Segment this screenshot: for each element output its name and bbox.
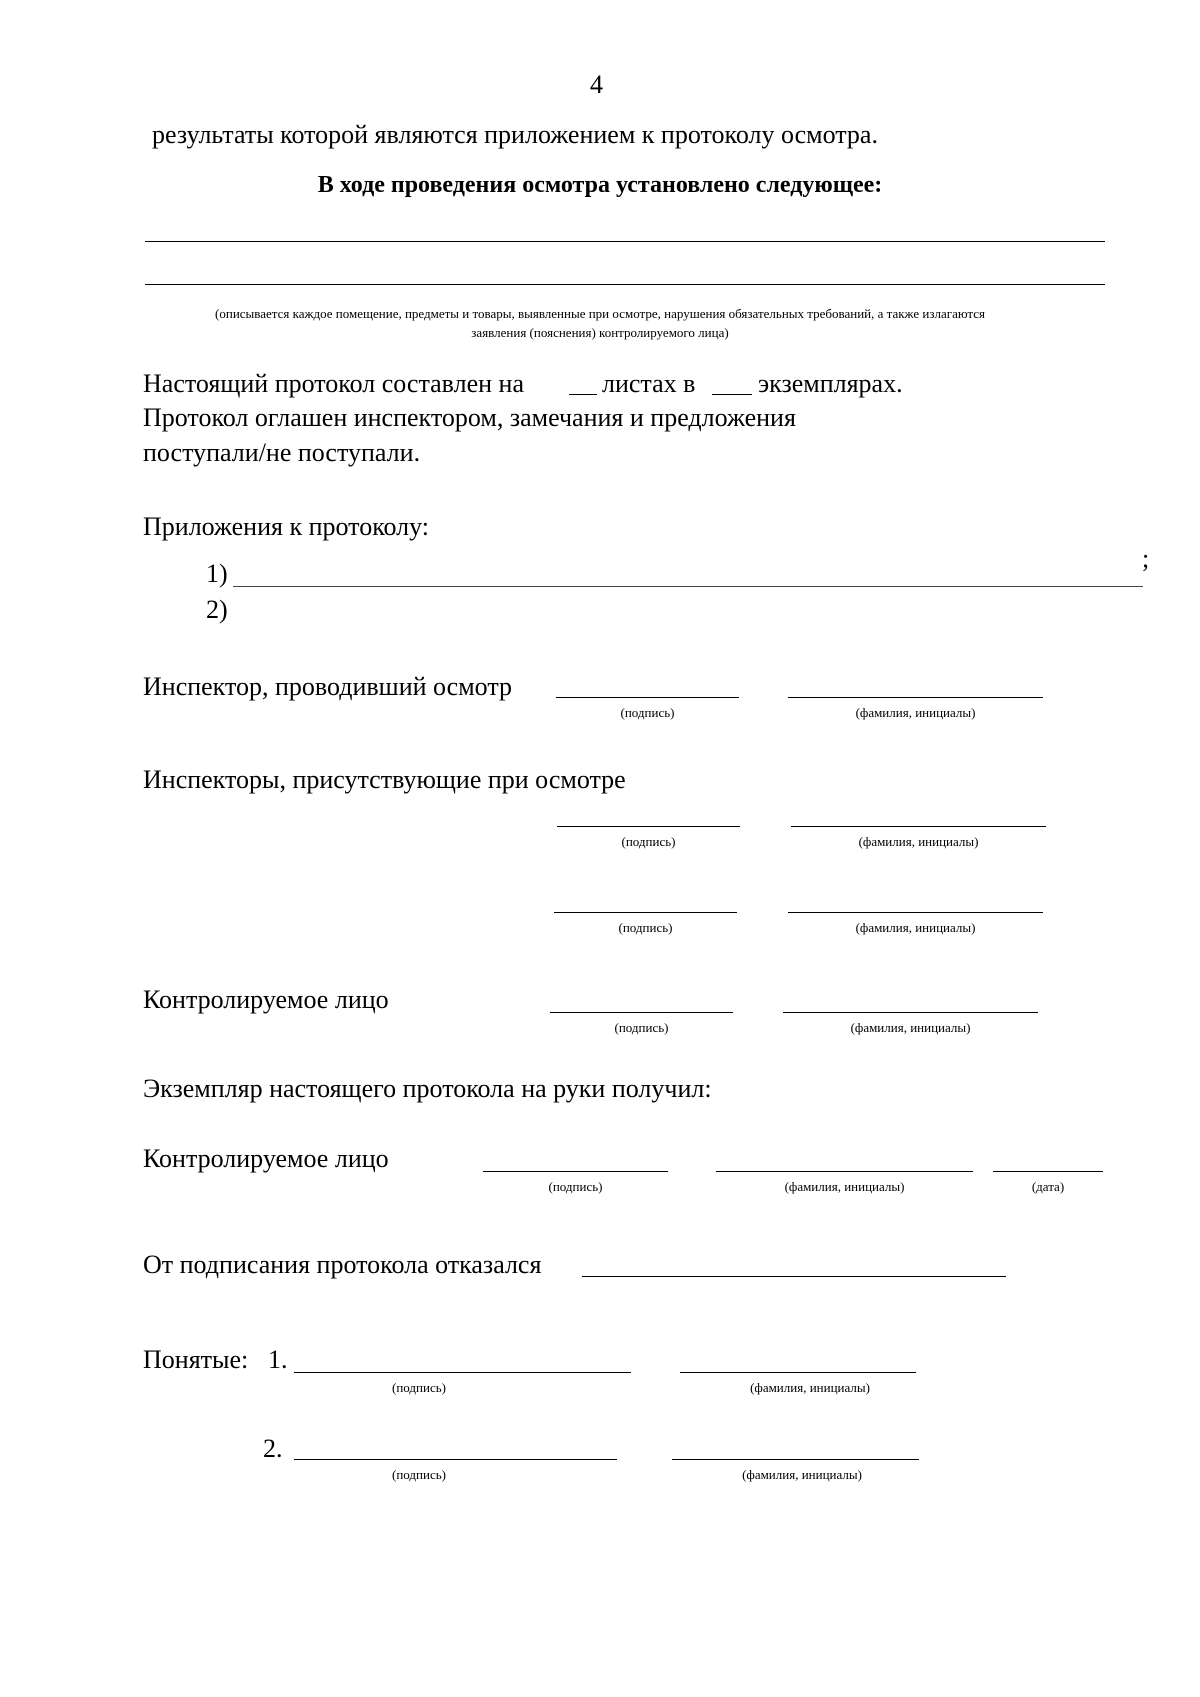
name-caption: (фамилия, инициалы) [855,705,976,720]
copy-received-label: Экземпляр настоящего протокола на руки получил: [143,1074,712,1103]
protocol-sheets-text: Настоящий протокол составлен на [143,369,524,398]
signature-caption: (подпись) [620,705,675,720]
inspector-present-2-name-line[interactable] [788,912,1043,913]
attachments-heading: Приложения к протоколу: [143,512,430,541]
findings-line-1[interactable] [145,241,1105,242]
receiver-name-line[interactable] [716,1171,973,1172]
protocol-copies-text: листах в [602,369,696,398]
sheets-count-blank[interactable] [569,394,597,395]
findings-note: (описывается каждое помещение, предметы и товары, выявленные при осмотре, нарушения обязательных требований, а также излагаются [215,306,985,321]
attachment-semicolon: ; [1142,544,1150,573]
controlled-person-name-line[interactable] [783,1012,1038,1013]
inspector-present-1-name-line[interactable] [791,826,1046,827]
page-number: 4 [590,70,603,99]
findings-note-cont: заявления (пояснения) контролируемого лица) [471,325,729,340]
witness-2-name-line[interactable] [672,1459,919,1460]
name-caption: (фамилия, инициалы) [858,834,979,849]
attachment-item-1-number: 1) [206,559,228,588]
protocol-remarks-text: поступали/не поступали. [143,438,421,467]
refused-label: От подписания протокола отказался [143,1250,542,1279]
controlled-person-label: Контролируемое лицо [143,985,389,1014]
inspector-present-1-signature-line[interactable] [557,826,740,827]
witnesses-label: Понятые: [143,1345,249,1374]
copies-count-blank[interactable] [712,394,752,395]
attachment-item-1-line[interactable] [233,586,1143,587]
name-caption: (фамилия, инициалы) [850,1020,971,1035]
receiver-signature-line[interactable] [483,1171,668,1172]
protocol-copies-end: экземплярах. [758,369,903,398]
name-caption: (фамилия, инициалы) [784,1179,905,1194]
signature-caption: (подпись) [392,1467,446,1482]
inspector-present-2-signature-line[interactable] [554,912,737,913]
date-caption: (дата) [1031,1179,1065,1194]
signature-caption: (подпись) [621,834,676,849]
name-caption: (фамилия, инициалы) [855,920,976,935]
findings-line-2[interactable] [145,284,1105,285]
inspector-conducting-label: Инспектор, проводивший осмотр [143,672,513,701]
findings-heading: В ходе проведения осмотра установлено следующее: [317,172,883,198]
attachment-item-2-number: 2) [206,595,228,624]
refused-line[interactable] [582,1276,1006,1277]
name-caption: (фамилия, инициалы) [742,1467,862,1482]
witness-1-signature-line[interactable] [294,1372,631,1373]
inspector-conducting-name-line[interactable] [788,697,1043,698]
inspectors-present-label: Инспекторы, присутствующие при осмотре [143,765,626,794]
controlled-person-receiver-label: Контролируемое лицо [143,1144,389,1173]
signature-caption: (подпись) [548,1179,603,1194]
witness-1-number: 1. [268,1345,288,1374]
receiver-date-line[interactable] [993,1171,1103,1172]
signature-caption: (подпись) [618,920,673,935]
signature-caption: (подпись) [392,1380,446,1395]
witness-2-signature-line[interactable] [294,1459,617,1460]
witness-1-name-line[interactable] [680,1372,916,1373]
signature-caption: (подпись) [614,1020,669,1035]
inspector-conducting-signature-line[interactable] [556,697,739,698]
protocol-announced-text: Протокол оглашен инспектором, замечания и предложения [143,403,796,432]
controlled-person-signature-line[interactable] [550,1012,733,1013]
name-caption: (фамилия, инициалы) [750,1380,870,1395]
intro-text: результаты которой являются приложением к протоколу осмотра. [152,120,878,149]
witness-2-number: 2. [263,1434,283,1463]
